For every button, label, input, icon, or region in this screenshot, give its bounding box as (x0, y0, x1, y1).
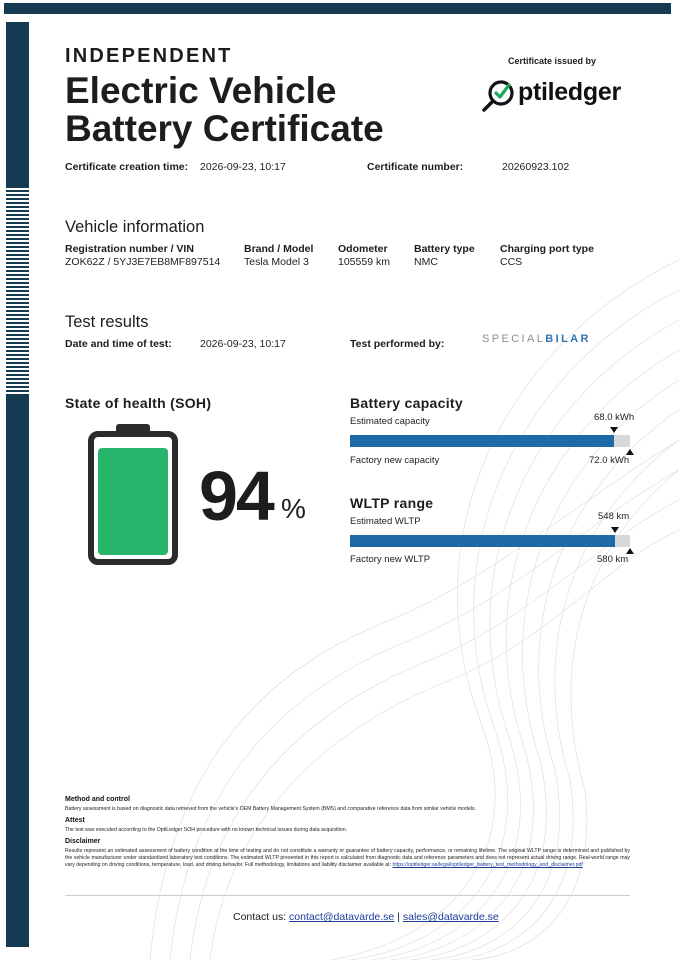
certificate-number-label: Certificate number: (367, 161, 464, 173)
magnifier-check-icon (480, 78, 520, 112)
soh-heading: State of health (SOH) (65, 395, 212, 411)
contact-email-link[interactable]: contact@datavarde.se (289, 911, 395, 923)
title-line-2: Battery Certificate (65, 108, 384, 149)
issued-by-label: Certificate issued by (508, 56, 597, 66)
footer-divider (65, 895, 630, 896)
attest-text: The test was executed according to the OptiLedger SOH procedure with no known technical issues during data acquisition. (65, 827, 348, 833)
odometer-label: Odometer (338, 243, 388, 255)
independent-label: INDEPENDENT (65, 45, 233, 67)
method-heading: Method and control (65, 796, 130, 803)
certificate-number-value: 20260923.102 (502, 161, 570, 173)
wltp-heading: WLTP range (350, 495, 434, 511)
side-decor-bar (6, 22, 29, 947)
charging-port-label: Charging port type (500, 243, 594, 255)
wltp-bar-fill (350, 535, 615, 547)
battery-type-value: NMC (414, 256, 438, 268)
battery-type-label: Battery type (414, 243, 475, 255)
battery-capacity-heading: Battery capacity (350, 395, 463, 411)
optiledger-logo (478, 72, 638, 112)
wltp-bar-track (350, 535, 630, 547)
factory-wltp-value: 580 km (597, 554, 629, 565)
estimated-wltp-value: 548 km (598, 511, 630, 522)
contact-label: Contact us: (233, 911, 287, 923)
estimated-capacity-label: Estimated capacity (350, 416, 430, 427)
soh-value: 94 (199, 457, 273, 535)
specialbilar-logo-part1: SPECIAL (482, 333, 546, 345)
odometer-value: 105559 km (338, 256, 390, 268)
title-line-1: Electric Vehicle (65, 70, 337, 111)
test-results-heading: Test results (65, 313, 149, 331)
estimated-wltp-marker (611, 527, 619, 533)
method-text: Battery assessment is based on diagnostic data retrieved from the vehicle's OEM Battery Management System (BMS) and comparative reference data from similar vehicle models. (65, 806, 476, 812)
battery-body (88, 431, 178, 565)
side-stripes (6, 186, 29, 394)
brand-model-label: Brand / Model (244, 243, 314, 255)
disclaimer-text (65, 848, 630, 869)
disclaimer-body: Results represent an estimated assessment of battery condition at the time of testing and do not constitute a warranty or guarantee of battery capacity, performance, or remaining lifetime. The original WLTP range is determined and published by the vehicle manufacturer under standardized laboratory test conditions. The estimated WLTP presented in this report is calculated from diagnostic data and reference parameters and does not represent actual driving range. Real-world range may vary depending on driving conditions, temperature, load, and driving behavior. Full methodology, limitations and liability disclaimer available at: (65, 848, 630, 868)
attest-heading: Attest (65, 817, 85, 824)
disclaimer-link[interactable]: https://optiledger.se/legal/optiledger_battery_test_methodology_and_disclaimer.pdf (392, 862, 583, 868)
creation-time-label: Certificate creation time: (65, 161, 189, 173)
sales-email-link[interactable]: sales@datavarde.se (402, 911, 499, 923)
soh-unit: % (281, 493, 306, 524)
top-decor-bar (4, 3, 671, 14)
brand-model-value: Tesla Model 3 (244, 256, 309, 268)
contact-line (233, 911, 499, 923)
test-date-value: 2026-09-23, 10:17 (200, 338, 286, 350)
certificate-title (65, 72, 384, 148)
footer-notes (65, 796, 630, 869)
creation-time-value: 2026-09-23, 10:17 (200, 161, 286, 173)
charging-port-value: CCS (500, 256, 523, 268)
contact-separator: | (397, 911, 400, 923)
vehicle-info-heading: Vehicle information (65, 218, 205, 236)
test-date-label: Date and time of test: (65, 338, 172, 350)
battery-icon (88, 424, 178, 565)
optiledger-logo-text: ptiledger (518, 78, 621, 106)
factory-wltp-label: Factory new WLTP (350, 554, 431, 565)
specialbilar-logo (482, 333, 591, 345)
factory-capacity-value: 72.0 kWh (589, 455, 630, 466)
capacity-bar-track (350, 435, 630, 447)
capacity-bar-fill (350, 435, 614, 447)
vin-label: Registration number / VIN (65, 243, 194, 255)
battery-fill-level (98, 448, 168, 555)
disclaimer-heading: Disclaimer (65, 838, 101, 845)
test-performed-label: Test performed by: (350, 338, 445, 350)
specialbilar-logo-part2: BILAR (545, 333, 591, 345)
vin-value: ZOK62Z / 5YJ3E7EB8MF897514 (65, 256, 221, 268)
factory-capacity-label: Factory new capacity (350, 455, 440, 466)
estimated-capacity-value: 68.0 kWh (594, 412, 635, 423)
estimated-capacity-marker (610, 427, 618, 433)
estimated-wltp-label: Estimated WLTP (350, 516, 421, 527)
